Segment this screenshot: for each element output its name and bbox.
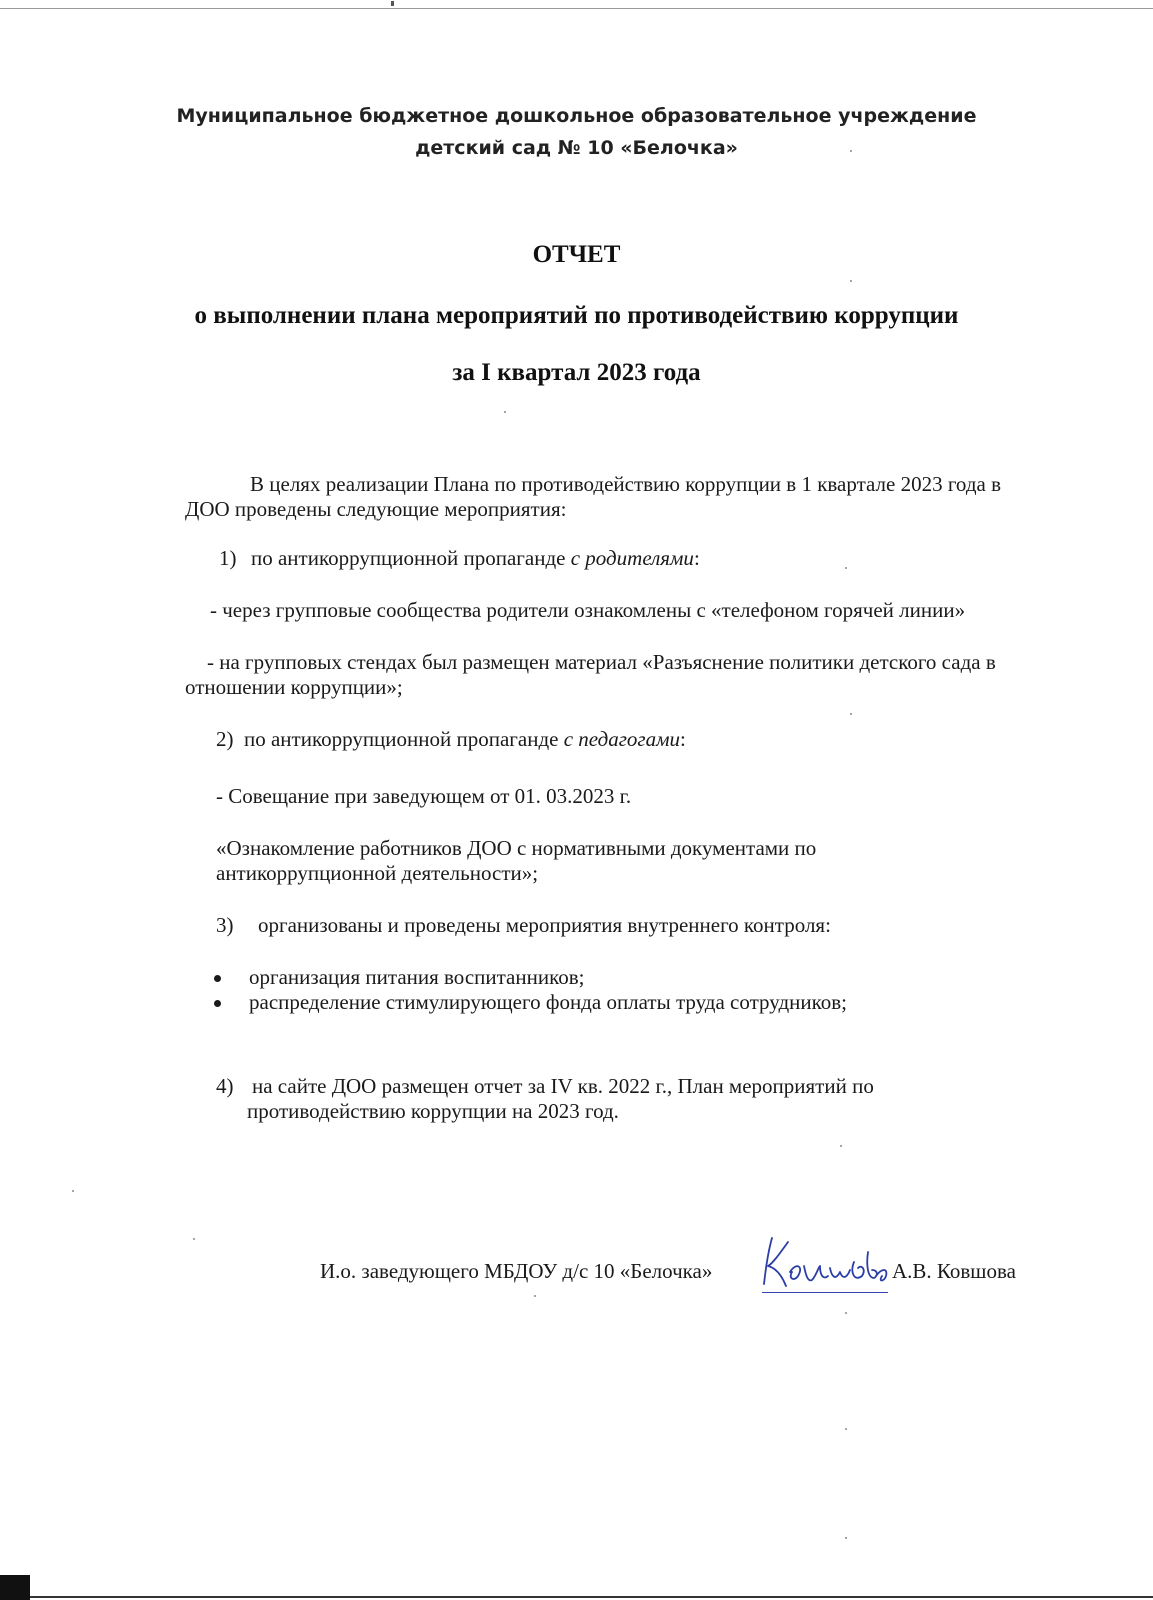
signature-line xyxy=(762,1292,888,1293)
scan-speck xyxy=(850,713,852,715)
item-2-emphasis: с педагогами xyxy=(563,727,681,751)
item-2-sub-1: - Совещание при заведующем от 01. 03.2023 г. xyxy=(216,784,632,808)
item-4-line2: противодействию коррупции на 2023 год. xyxy=(247,1099,619,1123)
scan-speck xyxy=(840,1145,842,1147)
scan-edge-top xyxy=(0,8,1153,9)
bullet-icon xyxy=(214,1000,221,1007)
item-1-tail: : xyxy=(693,546,700,570)
scan-speck xyxy=(845,1312,847,1314)
org-name-line1: Муниципальное бюджетное дошкольное образовательное учреждение xyxy=(176,105,977,127)
item-2 xyxy=(216,727,686,751)
org-name-line2: детский сад № 10 «Белочка» xyxy=(415,137,738,159)
scan-speck xyxy=(850,280,852,282)
item-2-number: 2) xyxy=(216,727,234,751)
item-3-bullet-2: распределение стимулирующего фонда оплаты труда сотрудников; xyxy=(249,990,847,1014)
item-3-text: организованы и проведены мероприятия внутреннего контроля: xyxy=(258,913,831,937)
scan-speck xyxy=(504,411,506,413)
intro-line1: В целях реализации Плана по противодействию коррупции в 1 квартале 2023 года в xyxy=(250,472,1001,496)
scan-mark xyxy=(391,1,394,6)
item-2-sub-2-line1: «Ознакомление работников ДОО с нормативными документами по xyxy=(216,836,817,860)
item-1 xyxy=(219,546,700,570)
item-1-number: 1) xyxy=(219,546,237,570)
item-2-tail: : xyxy=(680,727,686,751)
scan-speck xyxy=(845,1537,847,1539)
intro-line2: ДОО проведены следующие мероприятия: xyxy=(185,497,567,521)
signatory-name: А.В. Ковшова xyxy=(892,1259,1016,1283)
item-1-sub-2-line2: отношении коррупции»; xyxy=(185,675,403,699)
item-1-sub-2-line1: - на групповых стендах был размещен материал «Разъяснение политики детского сада в xyxy=(207,650,996,674)
item-3 xyxy=(216,913,831,937)
item-2-text: по антикоррупционной пропаганде xyxy=(244,727,564,751)
bullet-icon xyxy=(214,975,221,982)
scan-speck xyxy=(534,1295,536,1297)
scan-speck xyxy=(72,1190,74,1192)
item-4-line1: на сайте ДОО размещен отчет за IV кв. 2022 г., План мероприятий по xyxy=(252,1074,874,1098)
scan-corner-mark xyxy=(0,1575,30,1600)
item-4 xyxy=(216,1074,874,1098)
scan-speck xyxy=(845,567,847,569)
document-title: ОТЧЕТ xyxy=(532,241,621,268)
item-1-emphasis: с родителями xyxy=(570,546,694,570)
handwritten-signature xyxy=(758,1232,898,1294)
item-1-text: по антикоррупционной пропаганде xyxy=(251,546,571,570)
scan-edge-bottom xyxy=(0,1596,1153,1598)
item-1-sub-1: - через групповые сообщества родители ознакомлены с «телефоном горячей линии» xyxy=(210,598,966,622)
signatory-position: И.о. заведующего МБДОУ д/с 10 «Белочка» xyxy=(320,1259,713,1283)
item-4-number: 4) xyxy=(216,1074,234,1098)
document-subtitle: о выполнении плана мероприятий по противодействию коррупции xyxy=(194,302,959,329)
scan-speck xyxy=(845,1428,847,1430)
item-3-number: 3) xyxy=(216,913,234,937)
item-2-sub-2-line2: антикоррупционной деятельности»; xyxy=(216,861,539,885)
item-3-bullet-1: организация питания воспитанников; xyxy=(249,965,585,989)
document-period: за I квартал 2023 года xyxy=(452,359,701,386)
scan-speck xyxy=(193,1238,195,1240)
